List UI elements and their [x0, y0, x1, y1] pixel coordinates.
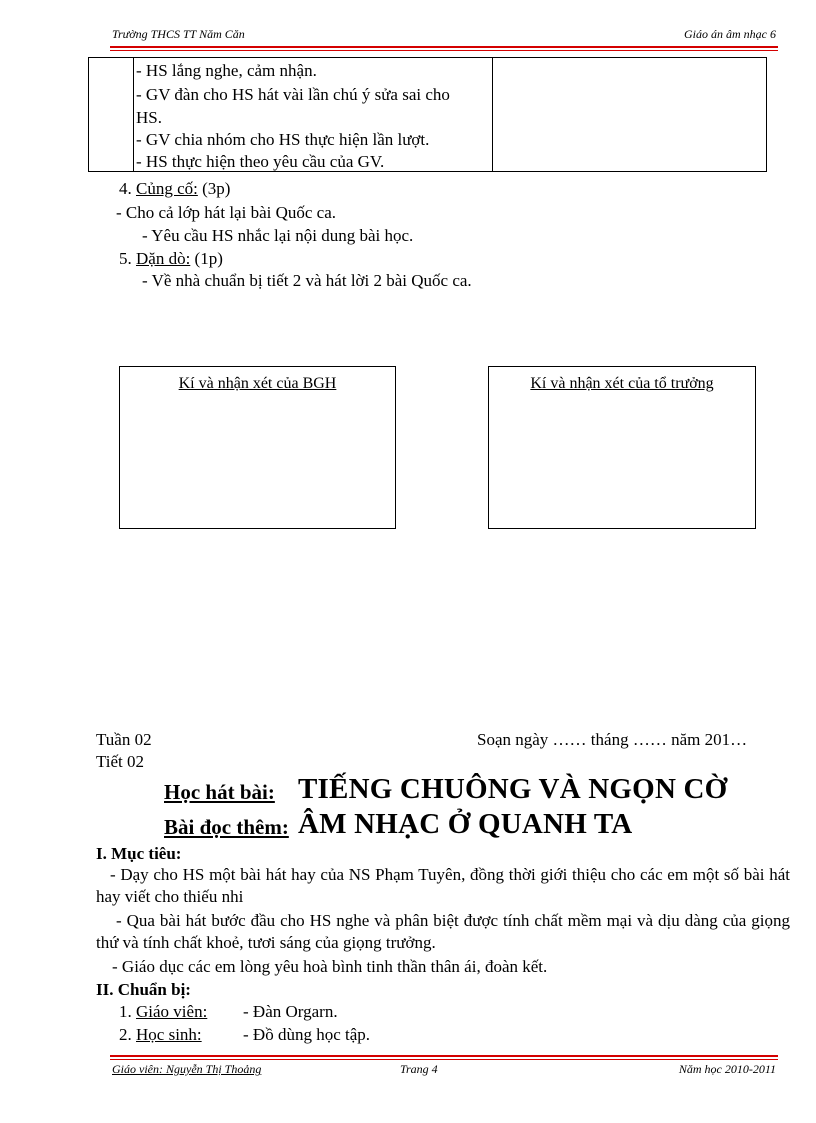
footer-page: Trang 4 [400, 1062, 438, 1076]
table-line: - HS lắng nghe, cảm nhận. [136, 61, 317, 80]
header-subject: Giáo án âm nhạc 6 [684, 27, 776, 41]
song-label: Học hát bài: [164, 780, 275, 804]
dando-item: - Về nhà chuẩn bị tiết 2 và hát lời 2 bài Quốc ca. [142, 271, 472, 290]
dando-label: Dặn dò: [136, 249, 191, 268]
song-title: TIẾNG CHUÔNG VÀ NGỌN CỜ [298, 773, 728, 805]
signature-box-bgh [119, 366, 396, 529]
objective-paragraph: - Giáo dục các em lòng yêu hoà bình tinh thần thân ái, đoàn kết. [112, 957, 548, 976]
cungco-time: (3p) [202, 179, 231, 198]
prep-label: Giáo viên: [136, 1002, 208, 1021]
prep-heading: II. Chuẩn bị: [96, 980, 191, 999]
prep-value: - Đồ dùng học tập. [243, 1025, 371, 1044]
footer-teacher: Giáo viên: Nguyễn Thị Thoảng [112, 1062, 262, 1076]
objective-paragraph: - Dạy cho HS một bài hát hay của NS Phạm Tuyên, đồng thời giới thiệu cho các em một số bài hát hay viết cho thiếu nhi [96, 865, 790, 906]
lesson-date: Soạn ngày …… tháng …… năm 201… [477, 730, 748, 749]
reading-label: Bài đọc thêm: [164, 815, 289, 839]
prep-label: Học sinh: [136, 1025, 202, 1044]
footer-year: Năm học 2010-2011 [678, 1062, 776, 1076]
footer-rule-thin [110, 1059, 778, 1060]
table-line: - GV chia nhóm cho HS thực hiện lần lượt. [136, 130, 430, 149]
prep-item: 1. Giáo viên: [119, 1002, 208, 1021]
header-rule-thin [110, 50, 778, 51]
cungco-item: - Yêu cầu HS nhắc lại nội dung bài học. [142, 226, 414, 245]
prep-item: 2. Học sinh: [119, 1025, 202, 1044]
objective-paragraph: - Qua bài hát bước đầu cho HS nghe và phân biệt được tính chất mềm mại và dịu dàng của giọng thứ và tính chất khoẻ, tươi sáng của giọng trưởng. [96, 911, 790, 952]
dando-heading: 5. Dặn dò: (1p) [119, 249, 223, 268]
header-rule-thick [110, 46, 778, 48]
reading-title: ÂM NHẠC Ở QUANH TA [298, 808, 633, 840]
dando-time: (1p) [194, 249, 223, 268]
footer-rule-thick [110, 1055, 778, 1057]
table-line: - HS thực hiện theo yêu cầu của GV. [136, 152, 385, 171]
cungco-label: Củng cố: [136, 179, 198, 198]
table-col-empty [89, 58, 134, 171]
cungco-item: - Cho cả lớp hát lại bài Quốc ca. [116, 203, 336, 222]
signature-title-totruong: Kí và nhận xét của tổ trưởng [530, 375, 714, 392]
header-school: Trường THCS TT Năm Căn [112, 27, 245, 41]
cungco-heading: 4. Củng cố: (3p) [119, 179, 231, 198]
table-col-divider [492, 58, 493, 171]
objectives-heading: I. Mục tiêu: [96, 844, 182, 863]
prep-value: - Đàn Orgarn. [243, 1002, 338, 1021]
table-line: - GV đàn cho HS hát vài lần chú ý sửa sai cho [136, 85, 450, 104]
lesson-week: Tuần 02 [96, 730, 152, 749]
lesson-period: Tiết 02 [96, 752, 145, 771]
signature-title-bgh: Kí và nhận xét của BGH [178, 375, 337, 392]
signature-box-totruong [488, 366, 756, 529]
table-line: HS. [136, 108, 162, 127]
